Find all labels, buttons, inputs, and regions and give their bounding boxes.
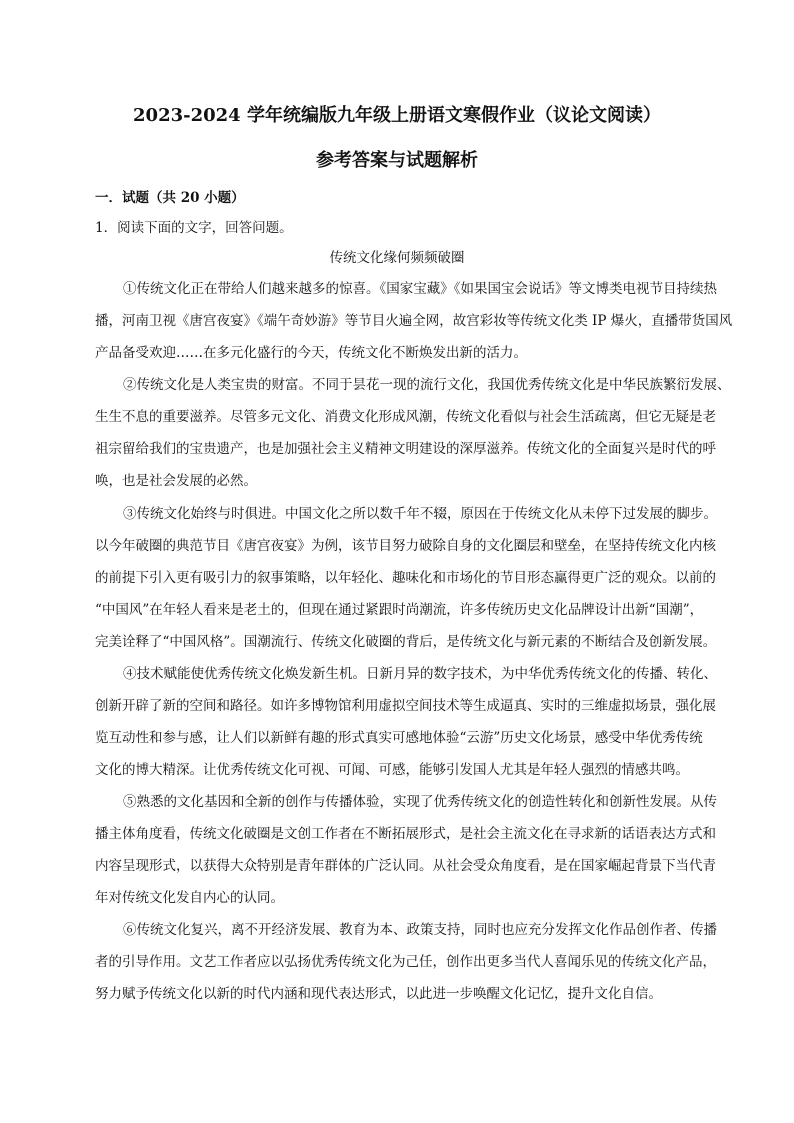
paragraph-3-line-2: 以今年破圈的典范节目《唐宫夜宴》为例，该节目努力破除自身的文化圈层和壁垒，在坚持传统文化内核 [95,538,716,554]
paragraph-5-line-4: 年对传统文化发自内心的认同。 [95,890,284,906]
paragraph-5-line-1: ⑤熟悉的文化基因和全新的创作与传播体验，实现了优秀传统文化的创造性转化和创新性发展。从传 [123,794,717,810]
paragraph-2-line-1: ②传统文化是人类宝贵的财富。不同于昙花一现的流行文化，我国优秀传统文化是中华民族繁衍发展、 [123,377,731,393]
section-heading: 一．试题（共 20 小题） [95,190,245,206]
paragraph-2-line-3: 祖宗留给我们的宝贵遗产，也是加强社会主义精神文明建设的深厚滋养。传统文化的全面复兴是时代的呼 [95,441,716,457]
paragraph-6-line-3: 努力赋予传统文化以新的时代内涵和现代表达形式，以此进一步唤醒文化记忆，提升文化自信。 [95,986,662,1002]
paragraph-2-line-2: 生生不息的重要滋养。尽管多元文化、消费文化形成风潮，传统文化看似与社会生活疏离，但它无疑是老 [95,409,716,425]
paragraph-2-line-4: 唤，也是社会发展的必然。 [95,473,257,489]
question-intro: 1．阅读下面的文字，回答问题。 [95,220,293,236]
document-subtitle: 参考答案与试题解析 [316,150,478,171]
paragraph-3-line-3: 的前提下引入更有吸引力的叙事策略，以年轻化、趣味化和市场化的节目形态赢得更广泛的观众。以前的 [95,570,716,586]
paragraph-6-line-1: ⑥传统文化复兴，离不开经济发展、教育为本、政策支持，同时也应充分发挥文化作品创作者、传播 [123,922,717,938]
paragraph-5-line-3: 内容呈现形式，以获得大众特别是青年群体的广泛认同。从社会受众角度看，是在国家崛起背景下当代青 [95,858,716,874]
paragraph-1-line-2: 播，河南卫视《唐宫夜宴》《端午奇妙游》等节目火遍全网，故宫彩妆等传统文化类 IP 爆火，直播带货国风 [95,313,733,329]
paragraph-6-line-2: 者的引导作用。文艺工作者应以弘扬优秀传统文化为己任，创作出更多当代人喜闻乐见的传统文化产品， [95,954,716,970]
paragraph-4-line-2: 创新开辟了新的空间和路径。如许多博物馆利用虚拟空间技术等生成逼真、实时的三维虚拟场景，强化展 [95,698,716,714]
paragraph-1-line-3: 产品备受欢迎……在多元化盛行的今天，传统文化不断焕发出新的活力。 [95,345,527,361]
article-title: 传统文化缘何频频破圈 [329,250,465,266]
paragraph-4-line-4: 文化的博大精深。让优秀传统文化可视、可闻、可感，能够引发国人尤其是年轻人强烈的情感共鸣。 [95,762,689,778]
paragraph-3-line-4: “中国风”在年轻人看来是老土的，但现在通过紧跟时尚潮流，许多传统历史文化品牌设计出新“国潮”， [95,602,704,618]
paragraph-4-line-1: ④技术赋能使优秀传统文化焕发新生机。日新月异的数字技术，为中华优秀传统文化的传播、转化、 [123,666,717,682]
paragraph-4-line-3: 览互动性和参与感，让人们以新鲜有趣的形式真实可感地体验“云游”历史文化场景，感受中华优秀传统 [95,730,703,746]
document-title: 2023-2024 学年统编版九年级上册语文寒假作业（议论文阅读） [133,105,661,126]
paragraph-3-line-1: ③传统文化始终与时俱进。中国文化之所以数千年不辍，原因在于传统文化从未停下过发展的脚步。 [123,506,717,522]
paragraph-3-line-5: 完美诠释了“中国风格”。国潮流行、传统文化破圈的背后，是传统文化与新元素的不断结合及创新发展。 [95,634,717,650]
paragraph-5-line-2: 播主体角度看，传统文化破圈是文创工作者在不断拓展形式，是社会主流文化在寻求新的话语表达方式和 [95,826,716,842]
paragraph-1-line-1: ①传统文化正在带给人们越来越多的惊喜。《国家宝藏》《如果国宝会说话》等文博类电视节目持续热 [123,281,717,297]
